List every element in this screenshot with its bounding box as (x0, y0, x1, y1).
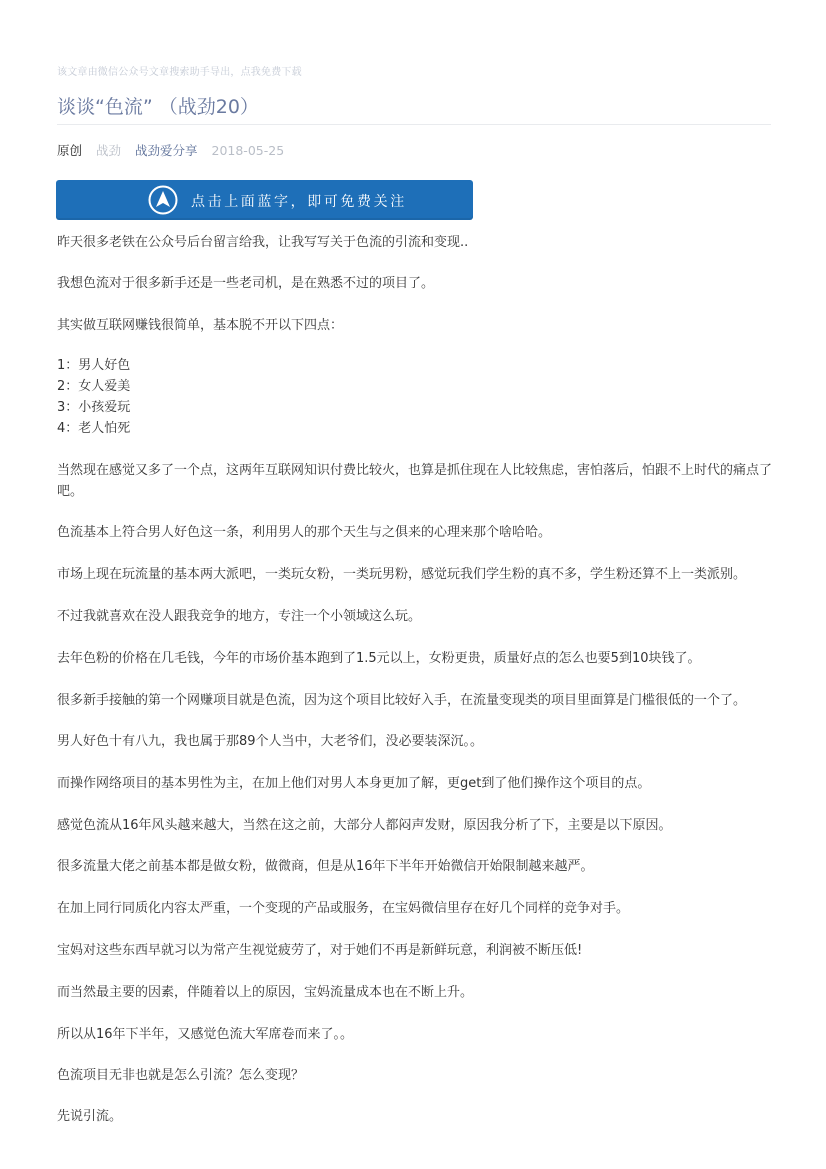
paragraph: 男人好色十有八九，我也属于那89个人当中，大老爷们，没必要装深沉。。 (57, 734, 484, 749)
follow-banner[interactable] (56, 180, 473, 220)
paragraph: 而当然最主要的因素，伴随着以上的原因，宝妈流量成本也在不断上升。 (57, 985, 474, 1000)
paragraph: 市场上现在玩流量的基本两大派吧，一类玩女粉，一类玩男粉，感觉玩我们学生粉的真不多，学生粉还算不上一类派别。 (57, 567, 747, 582)
paragraph: 昨天很多老铁在公众号后台留言给我，让我写写关于色流的引流和变现.. (57, 235, 469, 250)
paragraph: 宝妈对这些东西早就习以为常产生视觉疲劳了，对于她们不再是新鲜玩意，利润被不断压低! (57, 943, 583, 958)
article-meta (57, 141, 294, 159)
article-title: 谈谈“色流” （战劲20） (57, 96, 259, 118)
paragraph: 先说引流。 (57, 1109, 123, 1124)
up-arrow-circle-icon (148, 185, 178, 215)
paragraph: 当然现在感觉又多了一个点，这两年互联网知识付费比较火，也算是抓住现在人比较焦虑，害怕落后，怕跟不上时代的痛点了吧。 (57, 463, 773, 499)
publish-date: 2018-05-25 (211, 143, 285, 158)
list-item: 2：女人爱美 (57, 379, 131, 394)
paragraph: 感觉色流从16年风头越来越大，当然在这之前，大部分人都闷声发财，原因我分析了下，主要是以下原因。 (57, 818, 672, 833)
export-notice-link[interactable]: 该文章由微信公众号文章搜索助手导出，点我免费下载 (57, 67, 302, 78)
list-item: 4：老人怕死 (57, 421, 131, 436)
list-item: 3：小孩爱玩 (57, 400, 131, 415)
paragraph: 不过我就喜欢在没人跟我竞争的地方，专注一个小领域这么玩。 (57, 609, 422, 624)
follow-banner-label: 点击上面蓝字，即可免费关注 (191, 194, 407, 210)
paragraph: 其实做互联网赚钱很简单，基本脱不开以下四点： (57, 318, 344, 333)
paragraph: 我想色流对于很多新手还是一些老司机，是在熟悉不过的项目了。 (57, 276, 435, 291)
paragraph: 色流项目无非也就是怎么引流？怎么变现？ (57, 1068, 305, 1083)
account-name-link[interactable]: 战劲爱分享 (135, 143, 198, 158)
original-tag: 原创 (57, 143, 83, 158)
paragraph: 所以从16年下半年，又感觉色流大军席卷而来了。。 (57, 1027, 354, 1042)
author-name: 战劲 (96, 143, 122, 158)
paragraph: 在加上同行同质化内容太严重，一个变现的产品或服务，在宝妈微信里存在好几个同样的竞争对手。 (57, 901, 630, 916)
paragraph: 很多新手接触的第一个网赚项目就是色流，因为这个项目比较好入手，在流量变现类的项目里面算是门槛很低的一个了。 (57, 693, 747, 708)
paragraph: 而操作网络项目的基本男性为主，在加上他们对男人本身更加了解，更get到了他们操作这个项目的点。 (57, 776, 651, 791)
paragraph: 去年色粉的价格在几毛钱，今年的市场价基本跑到了1.5元以上，女粉更贵，质量好点的怎么也要5到10块钱了。 (57, 651, 701, 666)
paragraph: 色流基本上符合男人好色这一条，利用男人的那个天生与之俱来的心理来那个啥哈哈。 (57, 525, 552, 540)
list-item: 1：男人好色 (57, 358, 131, 373)
paragraph: 很多流量大佬之前基本都是做女粉，做微商，但是从16年下半年开始微信开始限制越来越严。 (57, 859, 594, 874)
title-divider (57, 124, 771, 125)
